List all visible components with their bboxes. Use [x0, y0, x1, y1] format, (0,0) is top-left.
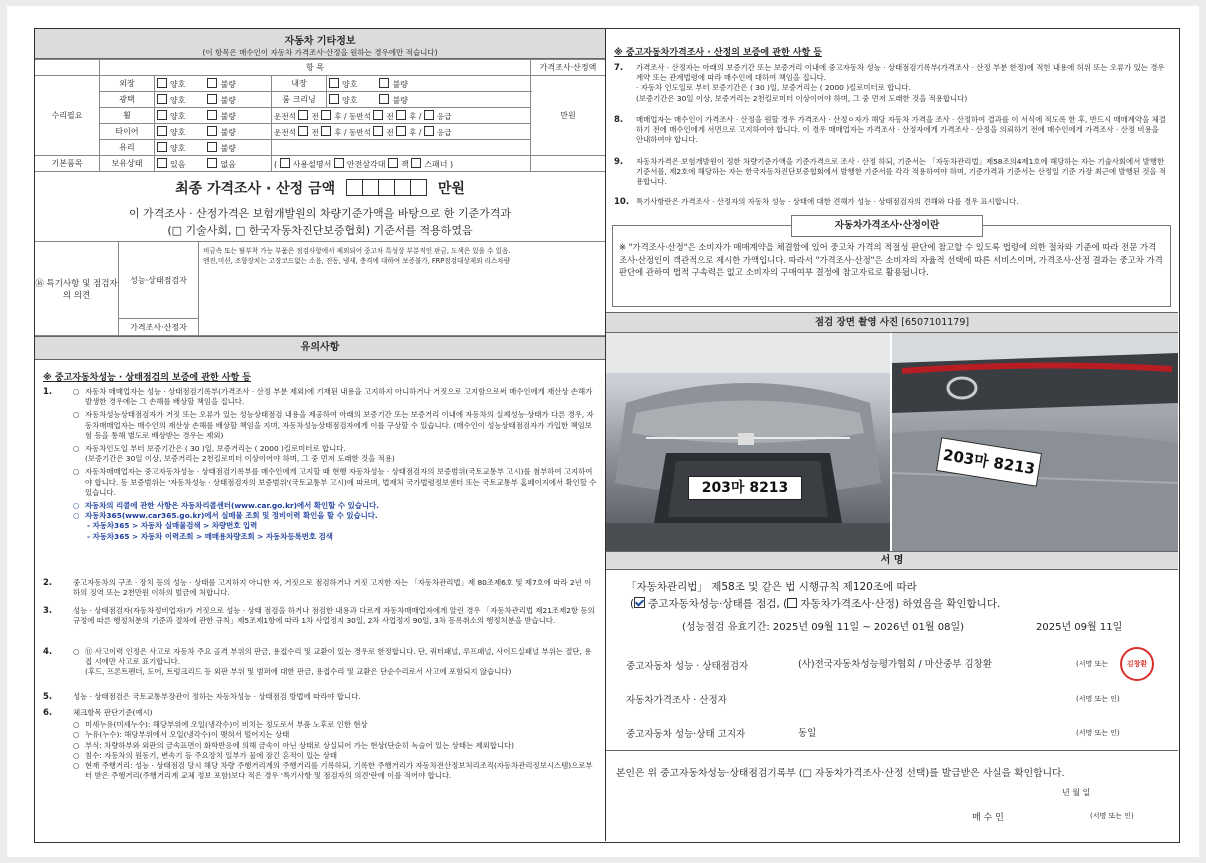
- rear-car-photo: [892, 333, 1178, 551]
- signature-header: 서 명: [606, 552, 1178, 570]
- signature-law-line: 「자동차관리법」 제58조 및 같은 법 시행규칙 제120조에 따라: [626, 581, 917, 593]
- triangle-checkbox[interactable]: [334, 158, 344, 168]
- extra-info-subtitle: (이 항목은 매수인이 자동차 가격조사·산정을 원하는 경우에만 적습니다): [202, 48, 438, 57]
- price-definition-text: ※ "가격조사·산정"은 소비자가 매매계약을 체결함에 있어 중고차 가격의 적절성 판단에 참고할 수 있도록 법령에 의한 절차와 기준에 따라 전문 가격조사·산정인이 객관적으로 제시한 가액입니다. 따라서 "가격조사·산정"은 소비자의 자율적 선택에 따른 서비스이며, 가격조사·산정 결과는 중고차 가격판단에 관하여 법적 구속력은 없고 소비자의 구매여부 결정에 참고자료로 활용됩니다.: [619, 242, 1163, 277]
- wheel-good-checkbox[interactable]: [157, 110, 167, 120]
- final-price-block: [35, 172, 605, 242]
- signature-confirm-line: ( 중고자동차성능·상태를 점검, ( 자동차가격조사·산정) 하였음을 확인합니다.: [630, 598, 1001, 610]
- special-notes-label: ⑯ 특기사항 및 점검자의 의견: [35, 242, 119, 335]
- possession-label: 보유상태: [100, 156, 155, 172]
- price-unit: 만원: [531, 76, 606, 156]
- room-good-checkbox[interactable]: [329, 94, 339, 104]
- item-header: 항 목: [100, 60, 531, 76]
- inspector-sign-seal-label: (서명 또는: [1076, 660, 1109, 668]
- wheel-bad-checkbox[interactable]: [207, 110, 217, 120]
- left-column: [35, 29, 606, 841]
- inspector-sign-name: (사)전국자동차성능평가협회 / 마산중부 김창환: [798, 659, 993, 670]
- interior-label: 내장: [272, 76, 327, 92]
- price-definition-box: [612, 220, 1171, 307]
- car365-link-text: 자동차365(www.car365.go.kr)에서 실매물 조회 및 정비이력 확인을 할 수 있습니다.: [85, 511, 378, 521]
- interior-bad-checkbox[interactable]: [379, 78, 389, 88]
- special-notes-block: [35, 242, 605, 336]
- price-item-9: 자동차가격은 보험개발원이 정한 차량기준가액을 기준가격으로 조사 · 산정 하되, 기준서는 「자동차관리법」제58조의4제1호에 해당하는 자는 기술사회에서 발행한 기준서를, 제2호에 해당하는 자는 한국자동차진단보증협회에서 발행한 기준서를 각각 적용하여야 하며, 기준가격과 기준서는 산정일 기준 가장 최근에 발행된 것을 적용합니다.: [636, 157, 1167, 187]
- assessor-sign-label: 자동차가격조사 · 산정자: [626, 695, 727, 706]
- wheel-label: 휠: [100, 108, 155, 124]
- glass-label: 유리: [100, 140, 155, 156]
- buyer-confirm-block: [606, 751, 1178, 844]
- price-definition-title: 자동차가격조사·산정이란: [791, 215, 983, 237]
- performance-check-checkbox[interactable]: [634, 597, 645, 608]
- photo-header: [606, 312, 1178, 333]
- inspector-opinion-label: 성능·상태점검자: [119, 242, 199, 319]
- front-car-photo: [606, 333, 890, 551]
- final-price-label: 최종 가격조사 · 산정 금액: [175, 181, 336, 197]
- extra-info-table: 항 목 가격조사·산정액 수리필요 외장 양호 불량 내장 양호 불량 만원 광택 양호 불량 룸 크리닝 양호 불량 휠 양호 불량 운전석 전 후 / 동반석 전 후 / 응급 타이어 양호 불량 운전석 전 후 / 동반석 전 후 / 응급 유리 양호 불량 기본품목 보유상태 있음 없음 ( 사용설명서 안전삼각대 잭 스패너 ): [35, 59, 605, 172]
- document-page: [7, 6, 1199, 857]
- buyer-confirm-text: 본인은 위 중고자동차성능·상태점검기록부 (□ 자동차가격조사·산정 선택)를 발급받은 사실을 확인합니다.: [616, 768, 1065, 779]
- final-price-line1: 이 가격조사 · 산정가격은 보험개발원의 차량기준가액을 바탕으로 한 기준가격과: [128, 207, 512, 220]
- extra-info-title: 자동차 기타정보: [284, 36, 356, 47]
- spanner-checkbox[interactable]: [411, 158, 421, 168]
- notice-section-title: ※ 중고자동차성능 · 상태점검의 보증에 관한 사항 등: [43, 373, 251, 383]
- notice-item-4: ○ ⑪ 사고이력 인정은 사고로 자동차 주요 골격 부위의 판금, 용접수리 및 교환이 있는 경우로 한정합니다. 단, 쿼터패널, 루프패널, 사이드실패널 부위는 절단, 용접 시에만 사고로 표기합니다. (후드, 프론트펜더, 도어, 트렁크리드 등 외판 부위 및 범퍼에 대한 판금, 용접수리 및 교환은 단순수리로서 사고에 포함되지 않습니다): [73, 647, 592, 677]
- extra-info-header: [35, 29, 605, 59]
- rear-license-plate: 203마 8213: [936, 437, 1042, 487]
- interior-good-checkbox[interactable]: [329, 78, 339, 88]
- price-item-7: 가격조사 · 산정자는 아래의 보증기간 또는 보증거리 이내에 중고자동차 성능 · 상태점검기록부(가격조사 · 산정 부분 한정)에 적힌 내용에 허위 또는 오류가 있는 경우 계약 또는 관계법령에 따라 매수인에 대하여 책임을 집니다. · 자동차 인도일로 부터 보증기간은 ( 30 )일, 보증거리는 ( 2000 )킬로미터로 합니다. (보증기간은 30일 이상, 보증거리는 2천킬로미터 이상이어야 하며, 그 중 먼저 도래한 것을 적용합니다): [636, 63, 1165, 103]
- right-column: [606, 29, 1178, 841]
- inspection-record-sheet: [34, 28, 1180, 843]
- tire-good-checkbox[interactable]: [157, 126, 167, 136]
- exterior-label: 외장: [100, 76, 155, 92]
- notice-item-5: 성능 · 상태점검은 국토교통부장관이 정하는 자동차성능 · 상태점검 방법에 따라야 합니다.: [73, 692, 361, 701]
- notifier-sign-name: 동일: [798, 728, 817, 739]
- exterior-good-checkbox[interactable]: [157, 78, 167, 88]
- glass-good-checkbox[interactable]: [157, 142, 167, 152]
- exterior-bad-checkbox[interactable]: [207, 78, 217, 88]
- inspector-opinion-text: 비금속 또는 탈부착 가능 부품은 점검사항에서 제외되어 중고차 특성상 부분적인 판금, 도색은 있을 수 있음. 엔진,미션, 조향장치는 고장코드없는 소음, 진동, 냉새, 충격에 대하여 보증불가, FRP점검대상제외 리스차량: [203, 247, 511, 265]
- price-item-10: 특기사항란은 가격조사 · 산정자의 자동차 성능 · 상태에 대한 견해가 성능 · 상태점검자의 견해와 다를 경우 표시합니다.: [636, 197, 1019, 206]
- inspector-sign-label: 중고자동차 성능 · 상태점검자: [626, 661, 749, 672]
- tire-bad-checkbox[interactable]: [207, 126, 217, 136]
- price-guarantee-section: ※ 중고자동차가격조사 · 산정의 보증에 관한 사항 등 7. 가격조사 · 산정자는 아래의 보증기간 또는 보증거리 이내에 중고자동차 성능 · 상태점검기록부(가격조사 · 산정 부분 한정)에 적힌 내용에 허위 또는 오류가 있는 경우 계약 또는 관계법령에 따라 매수인에 대하여 책임을 집니다. · 자동차 인도일로 부터 보증기간은 ( 30 )일, 보증거리는 ( 2000 )킬로미터로 합니다. (보증기간은 30일 이상, 보증거리는 2천킬로미터 이상이어야 하며, 그 중 먼저 도래한 것을 적용합니다) 8. 매매업자는 매수인이 가격조사 · 산정을 원할 경우 가격조사 · 산정ㅇ자가 해당 자동차 가격을 조사 · 산정하여 결과를 이 서식에 적도록 한 후, 반드시 매매계약을 체결하기 전에 매수인에게 서면으로 고지하여야 합니다. 이 경우 매매업자는 가격조사 · 산정자에게 가격조사 · 산정을 의뢰하기 전에 매수인에게 가격조사 · 산정 비용을 안내하여야 합니다. 9. 자동차가격은 보험개발원이 정한 차량기준가액을 기준가격으로 조사 · 산정 하되, 기준서는 「자동차관리법」제58조의4제1호에 해당하는 자는 기술사회에서 발행한 기준서를, 제2호에 해당하는 자는 한국자동차진단보증협회에서 발행한 기준서를 각각 적용하여야 하며, 기준가격과 기준서는 산정일 기준 가장 최근에 발행된 것을 적용합니다. 10. 특기사항란은 가격조사 · 산정자의 자동차 성능 · 상태에 대한 견해가 성능 · 상태점검자의 견해와 다를 경우 표시합니다. 자동차가격조사·산정이란 ※ "가격조사·산정"은 소비자가 매매계약을 체결함에 있어 중고차 가격의 적절성 판단에 참고할 수 있도록 법령에 의한 절차와 기준에 따라 전문 가격조사·산정인이 객관적으로 제시한 가액입니다. 따라서 "가격조사·산정"은 소비자의 자율적 선택에 따른 서비스이며, 가격조사·산정 결과는 중고차 가격판단에 관하여 법적 구속력은 없고 소비자의 구매여부 결정에 참고자료로 활용됩니다.: [606, 29, 1178, 312]
- notice-item-2: 중고자동차의 구조 · 장치 등의 성능 · 상태를 고지하지 아니한 자, 거짓으로 점검하거나 거짓 고지한 자는 「자동차관리법」제 80조제6호 및 제7호에 따라 2년 이하의 징역 또는 2천만원 이하의 벌금에 처합니다.: [73, 578, 592, 598]
- gloss-label: 광택: [100, 92, 155, 108]
- price-check-checkbox[interactable]: [787, 598, 797, 608]
- photo-area: [606, 333, 1178, 552]
- repair-needed-label: 수리필요: [35, 76, 100, 156]
- notifier-sign-seal-label: (서명 또는 인): [1076, 729, 1120, 737]
- manual-checkbox[interactable]: [280, 158, 290, 168]
- notifier-sign-label: 중고자동차 성능·상태 고지자: [626, 729, 746, 740]
- price-header: 가격조사·산정액: [531, 60, 606, 76]
- gloss-good-checkbox[interactable]: [157, 94, 167, 104]
- assessor-sign-seal-label: (서명 또는 인): [1076, 695, 1120, 703]
- notice-body: ※ 중고자동차성능 · 상태점검의 보증에 관한 사항 등 1. ○ 자동차 매매업자는 성능 · 상태점검기록부(가격조사 · 산정 부분 제외)에 기재된 내용을 고지하지 아니하거나 거짓으로 고지함으로써 매수인에게 재산상 손해가 발생한 경우에는 그 손해를 배상할 책임을 집니다. ○ 자동차성능상태점검자가 거짓 또는 오류가 있는 성능상태점검 내용을 제공하여 아래의 보증기간 또는 보증거리 이내에 자동차의 실제성능·상태가 다른 경우, 자동차매매업자는 매수인의 재산상 손해를 배상할 책임을 지며, 자동차성능상태점검자에게 이를 구상할 수 있습니다. (매수인이 성능상태점검자가 가입한 책임보험 등을 통해 별도로 배상받는 경우는 제외) ○ 자동차인도일 부터 보증기간은 ( 30 )일, 보증거리는 ( 2000 )킬로미터로 합니다. (보증기간은 30일 이상, 보증거리는 2천킬로미터 이상이어야 하며, 그 중 먼저 도래한 것을 적용) ○ 자동차매매업자는 중고자동차성능 · 상태점검기록부를 매수인에게 고지할 때 현행 자동차성능 · 상태점검자의 보증범위(국토교통부 고시)를 첨부하여 고지하여야 합니다. 동 보증범위는 '자동차성능 · 상태점검자의 보증범위'(국토교통부 고시)에 따르며, 법제처 국가법령정보센터 또는 국토교통부 홈페이지에서 확인할 수 있습니다. ○ 자동차의 리콜에 관한 사항은 자동차리콜센터(www.car.go.kr)에서 확인할 수 있습니다. ○ 자동차365(www.car365.go.kr)에서 실매물 조회 및 정비이력 확인을 할 수 있습니다. - 자동차365 > 자동차 실매물검색 > 차량번호 입력 - 자동차365 > 자동차 이력조회 > 매매용차량조회 > 자동차등록번호 검색 2. 중고자동차의 구조 · 장치 등의 성능 · 상태를 고지하지 아니한 자, 거짓으로 점검하거나 거짓 고지한 자는 「자동차관리법」제 80조제6호 및 제7호에 따라 2년 이하의 징역 또는 2천만원 이하의 벌금에 처합니다. 3. 성능 · 상태점검자(자동차정비업자)가 거짓으로 성능 · 상태 점검을 하거나 점검한 내용과 다르게 자동차매매업자에게 알린 경우 「자동차관리법 제21조제2항 등의 규정에 따른 행정처분의 기준과 절차에 관한 규칙」제5조제1항에 따라 1차 사업정지 30일, 2차 사업정지 90일, 3차 등록취소의 행정처분을 받습니다. 4. ○ ⑪ 사고이력 인정은 사고로 자동차 주요 골격 부위의 판금, 용접수리 및 교환이 있는 경우로 한정합니다. 단, 쿼터패널, 루프패널, 사이드실패널 부위는 절단, 용접 시에만 사고로 표기합니다. (후드, 프론트펜더, 도어, 트렁크리드 등 외판 부위 및 범퍼에 대한 판금, 용접수리 및 교환은 단순수리로서 사고에 포함되지 않습니다) 5. 성능 · 상태점검은 국토교통부장관이 정하는 자동차성능 · 상태점검 방법에 따라야 합니다. 6. 체크항목 판단기준(예시) ○ 미세누유(미세누수): 해당부위에 오일(냉각수)이 비치는 정도로서 부품 노후로 인한 현상 ○ 누유(누수): 해당부위에서 오일(냉각수)이 맺혀서 떨어지는 상태 ○ 부식: 차량하부와 외판의 금속표면이 화학반응에 의해 금속이 아닌 상태로 상실되어 가는 현상(단순히 녹슬어 있는 상태는 제외합니다) ○ 침수: 자동차의 원동기, 변속기 등 주요장치 일부가 물에 잠긴 흔적이 있는 상태 ○ 현재 주행거리: 성능 · 상태점검 당시 해당 차량 주행거리계의 주행거리를 기록하되, 기록한 주행거리가 자동차전산정보처리조직(자동차관리정보시스템)으로부터 받은 주행거리(주행거리계 교체 정보 포함)보다 적은 경우 '특기사항 및 점검자의 의견'란에 이를 적어야 합니다.: [35, 360, 605, 820]
- photo-title: 점검 장면 촬영 사진: [814, 317, 899, 328]
- recall-link-text: 자동차의 리콜에 관한 사항은 자동차리콜센터(www.car.go.kr)에서 확인할 수 있습니다.: [85, 501, 379, 511]
- inspector-seal-stamp: 김창환: [1120, 647, 1154, 681]
- none-checkbox[interactable]: [207, 158, 217, 168]
- signature-date: 2025년 09월 11일: [1036, 622, 1123, 633]
- basic-items-label: 기본품목: [35, 156, 100, 172]
- notice-item-1: ○ 자동차 매매업자는 성능 · 상태점검기록부(가격조사 · 산정 부분 제외)에 기재된 내용을 고지하지 아니하거나 거짓으로 고지함으로써 매수인에게 재산상 손해가 발생한 경우에는 그 손해를 배상할 책임을 집니다. ○ 자동차성능상태점검자가 거짓 또는 오류가 있는 성능상태점검 내용을 제공하여 아래의 보증기간 또는 보증거리 이내에 자동차의 실제성능·상태가 다른 경우, 자동차매매업자는 매수인의 재산상 손해를 배상할 책임을 지며, 자동차성능상태점검자에게 이를 구상할 수 있습니다. (매수인이 성능상태점검자가 가입한 책임보험 등을 통해 별도로 배상받는 경우는 제외) ○ 자동차인도일 부터 보증기간은 ( 30 )일, 보증거리는 ( 2000 )킬로미터로 합니다. (보증기간은 30일 이상, 보증거리는 2천킬로미터 이상이어야 하며, 그 중 먼저 도래한 것을 적용) ○ 자동차매매업자는 중고자동차성능 · 상태점검기록부를 매수인에게 고지할 때 현행 자동차성능 · 상태점검자의 보증범위(국토교통부 고시)를 첨부하여 고지하여야 합니다. 동 보증범위는 '자동차성능 · 상태점검자의 보증범위'(국토교통부 고시)에 따르며, 법제처 국가법령정보센터 또는 국토교통부 홈페이지에서 확인할 수 있습니다. ○ 자동차의 리콜에 관한 사항은 자동차리콜센터(www.car.go.kr)에서 확인할 수 있습니다. ○ 자동차365(www.car365.go.kr)에서 실매물 조회 및 정비이력 확인을 할 수 있습니다. - 자동차365 > 자동차 실매물검색 > 차량번호 입력 - 자동차365 > 자동차 이력조회 > 매매용차량조회 > 자동차등록번호 검색: [73, 387, 597, 541]
- price-item-8: 매매업자는 매수인이 가격조사 · 산정을 원할 경우 가격조사 · 산정ㅇ자가 해당 자동차 가격을 조사 · 산정하여 결과를 이 서식에 적도록 한 후, 반드시 매매계약을 체결하기 전에 매수인에게 서면으로 고지하여야 합니다. 이 경우 매매업자는 가격조사 · 산정자에게 가격조사 · 산정을 의뢰하기 전에 매수인에게 가격조사 · 산정 비용을 안내하여야 합니다.: [636, 115, 1166, 145]
- signature-block: [606, 570, 1178, 751]
- glass-bad-checkbox[interactable]: [207, 142, 217, 152]
- price-guarantee-title: ※ 중고자동차가격조사 · 산정의 보증에 관한 사항 등: [614, 48, 822, 58]
- photo-id: [6507101179]: [901, 317, 970, 328]
- buyer-sign-seal-label: (서명 또는 인): [1090, 812, 1134, 820]
- notice-item-6: 체크항목 판단기준(예시) ○ 미세누유(미세누수): 해당부위에 오일(냉각수)이 비치는 정도로서 부품 노후로 인한 현상 ○ 누유(누수): 해당부위에서 오일(냉각수)이 맺혀서 떨어지는 상태 ○ 부식: 차량하부와 외판의 금속표면이 화학반응에 의해 금속이 아닌 상태로 상실되어 가는 현상(단순히 녹슬어 있는 상태는 제외합니다) ○ 침수: 자동차의 원동기, 변속기 등 주요장치 일부가 물에 잠긴 흔적이 있는 상태 ○ 현재 주행거리: 성능 · 상태점검 당시 해당 차량 주행거리계의 주행거리를 기록하되, 기록한 주행거리가 자동차전산정보처리조직(자동차관리정보시스템)으로부터 받은 주행거리(주행거리계 교체 정보 포함)보다 적은 경우 '특기사항 및 점검자의 의견'란에 이를 적어야 합니다.: [73, 708, 593, 781]
- front-license-plate: 203마 8213: [688, 476, 802, 500]
- room-cleaning-label: 룸 크리닝: [272, 92, 327, 108]
- final-price-unit: 만원: [437, 181, 465, 197]
- assessor-opinion-label: 가격조사·산정자: [119, 319, 199, 335]
- have-checkbox[interactable]: [157, 158, 167, 168]
- tire-label: 타이어: [100, 124, 155, 140]
- validity-period: (성능점검 유효기간: 2025년 09월 11일 ~ 2026년 01월 08일): [682, 622, 965, 633]
- final-price-boxes[interactable]: [346, 179, 427, 200]
- notice-header: 유의사항: [35, 336, 605, 360]
- gloss-bad-checkbox[interactable]: [207, 94, 217, 104]
- jack-checkbox[interactable]: [388, 158, 398, 168]
- notice-item-3: 성능 · 상태점검자(자동차정비업자)가 거짓으로 성능 · 상태 점검을 하거나 점검한 내용과 다르게 자동차매매업자에게 알린 경우 「자동차관리법 제21조제2항 등의 규정에 따른 행정처분의 기준과 절차에 관한 규칙」제5조제1항에 따라 1차 사업정지 30일, 2차 사업정지 90일, 3차 등록취소의 행정처분을 받습니다.: [73, 606, 595, 626]
- final-price-line2: (□ 기술사회, □ 한국자동차진단보증협회) 기준서를 적용하였음: [167, 224, 473, 237]
- room-bad-checkbox[interactable]: [379, 94, 389, 104]
- buyer-confirm-date: 년 월 일: [1062, 788, 1091, 797]
- buyer-label: 매 수 인: [972, 813, 1004, 823]
